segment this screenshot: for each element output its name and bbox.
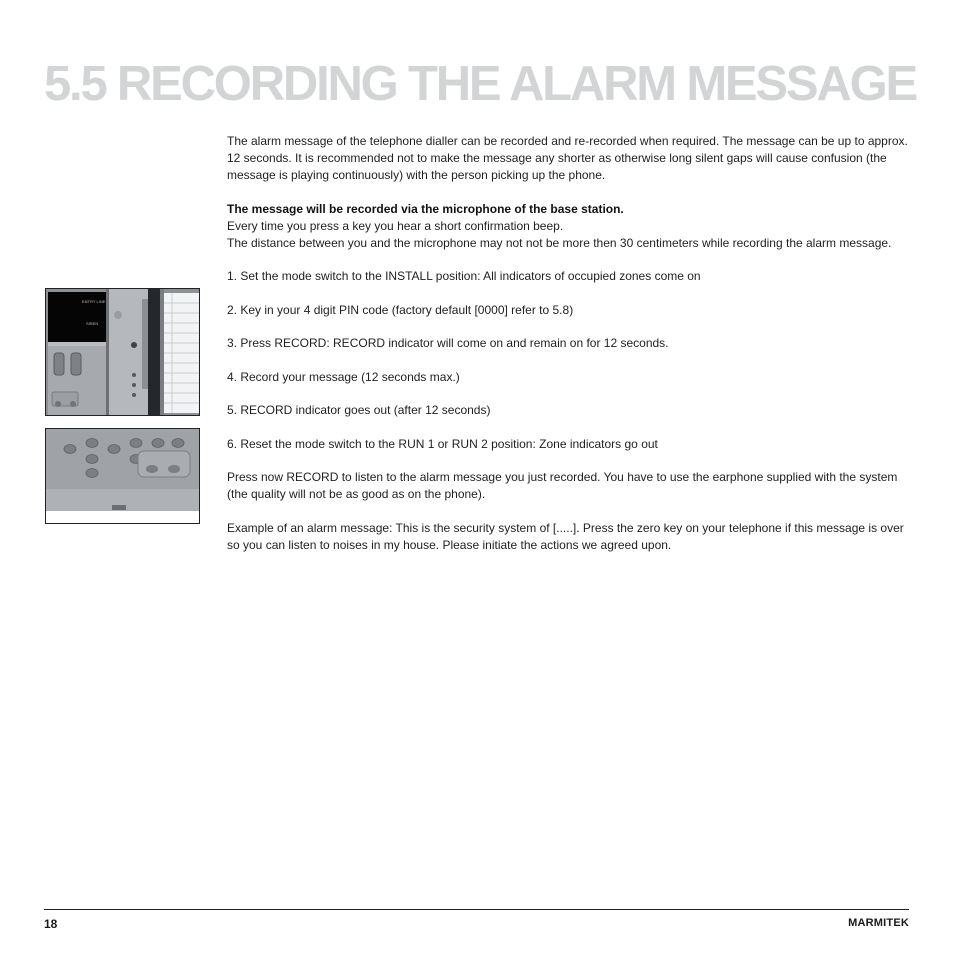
step-6: 6. Reset the mode switch to the RUN 1 or RUN 2 position: Zone indicators go out (227, 436, 658, 451)
base-station-panel-photo (45, 288, 200, 416)
step-1: 1. Set the mode switch to the INSTALL position: All indicators of occupied zones come on (227, 269, 701, 283)
panel-illustration (46, 289, 199, 415)
keypad-illustration (46, 429, 199, 523)
step-3: 3. Press RECORD: RECORD indicator will come on and remain on for 12 seconds. (227, 336, 669, 350)
base-station-keypad-photo (45, 428, 200, 524)
step-5: 5. RECORD indicator goes out (after 12 seconds) (227, 403, 491, 417)
body-text (227, 133, 911, 554)
step-4: 4. Record your message (12 seconds max.) (227, 369, 460, 384)
step-2: 2. Key in your 4 digit PIN code (factory default [0000] refer to 5.8) (227, 302, 574, 317)
page-title: 5.5 RECORDING THE ALARM MESSAGE (44, 57, 916, 111)
intro-beep-note: Every time you press a key you hear a short confirmation beep. (227, 218, 564, 233)
panel-label-entry: ENTRY LINE (82, 299, 106, 304)
page-number: 18 (44, 917, 58, 931)
panel-label-siren: SIREN (86, 321, 99, 326)
intro-paragraph: The alarm message of the telephone dialler can be recorded and re-recorded when required. The message can be up to approx. 12 seconds. It is recommended not to make the message any shorter as otherwise long silent gaps will cause confusion (the message is playing continuously) with the person picking up the phone. (227, 134, 908, 182)
playback-paragraph: Press now RECORD to listen to the alarm message you just recorded. You have to use the earphone supplied with the system (the quality will not be as good as on the phone). (227, 470, 898, 501)
intro-bold-note: The message will be recorded via the microphone of the base station. (227, 201, 624, 216)
footer-divider (44, 909, 909, 910)
intro-distance-note: The distance between you and the microphone may not not be more then 30 centimeters while recording the alarm message. (227, 235, 892, 250)
example-message-paragraph: Example of an alarm message: This is the security system of [.....]. Press the zero key on your telephone if this message is over so you can listen to noises in my house. Please initiate the actions we agreed upon. (227, 520, 904, 552)
brand-name: MARMITEK (848, 917, 909, 929)
